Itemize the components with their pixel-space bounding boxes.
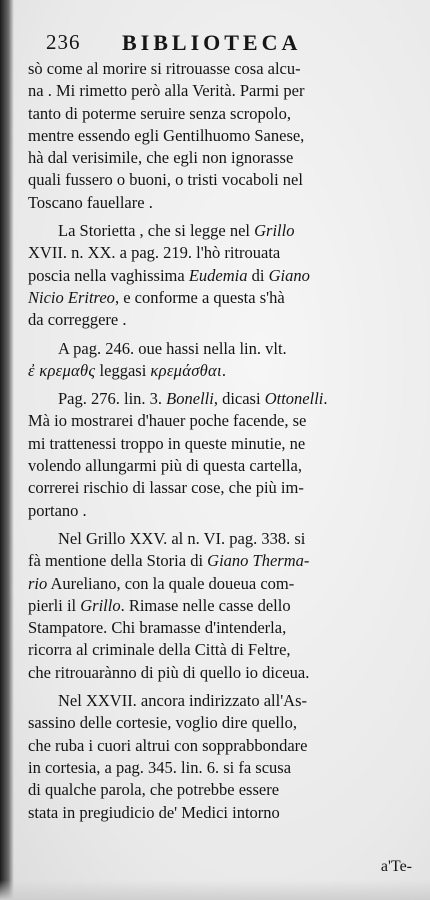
text-line: Nel XXVII. ancora indirizzato all'As- bbox=[58, 691, 307, 711]
body-text bbox=[24, 58, 416, 824]
text-segment: poscia nella vaghissima bbox=[28, 265, 189, 285]
greek-text: κρεμάσθαι bbox=[150, 360, 222, 380]
text-segment: Aureliano, con la quale doueua com- bbox=[47, 573, 295, 593]
italic-name: Bonelli bbox=[166, 389, 214, 409]
text-segment: . Rimase nelle casse dello bbox=[120, 595, 291, 615]
page-number: 236 bbox=[46, 30, 81, 54]
text-line: quali fussero o buoni, o tristi vocaboli nel bbox=[28, 170, 303, 190]
text-line: sassino delle cortesie, voglio dire quello, bbox=[28, 713, 297, 733]
text-segment: , dicasi bbox=[213, 389, 265, 409]
paragraph-3 bbox=[24, 338, 416, 383]
text-line bbox=[24, 265, 416, 287]
text-line: Stampatore. Chi bramasse d'intenderla, bbox=[28, 618, 287, 638]
text-segment: leggasi bbox=[95, 360, 151, 380]
text-line bbox=[24, 220, 416, 242]
text-line: che ritrouarànno di più di quello io diceua. bbox=[28, 662, 310, 682]
binding-shadow bbox=[0, 0, 14, 900]
text-line: Nel Grillo XXV. al n. VI. pag. 338. si bbox=[58, 528, 306, 548]
text-line: Mà io mostrarei d'hauer poche facende, se bbox=[28, 411, 307, 431]
italic-title: Eudemia bbox=[188, 265, 248, 285]
italic-name: Giano bbox=[268, 265, 310, 285]
catchword: a'Te- bbox=[380, 858, 412, 875]
italic-name: rio bbox=[28, 573, 48, 593]
text-segment: . bbox=[323, 389, 328, 409]
text-line: hà dal verisimile, che egli non ignorasse bbox=[28, 148, 294, 168]
text-line: da correggere . bbox=[28, 310, 127, 330]
text-line: mi trattenessi troppo in queste minutie, ne bbox=[28, 433, 306, 453]
text-line: stata in pregiudicio de' Medici intorno bbox=[28, 802, 280, 822]
text-line bbox=[24, 573, 416, 595]
text-line bbox=[24, 388, 416, 410]
text-line: Toscano fauellare . bbox=[28, 192, 153, 212]
text-line: A pag. 246. oue hassi nella lin. vlt. bbox=[58, 338, 287, 358]
text-segment: pierli il bbox=[28, 595, 81, 615]
italic-title: Grillo bbox=[254, 221, 295, 241]
text-line: tanto di poterme seruire senza scropolo, bbox=[28, 103, 291, 123]
text-line bbox=[24, 595, 416, 617]
text-line: sò come al morire si ritrouasse cosa alcu- bbox=[28, 59, 301, 78]
italic-name: Ottonelli bbox=[264, 389, 324, 409]
text-line bbox=[24, 287, 416, 309]
text-line bbox=[24, 360, 416, 382]
text-line: correrei rischio di lassar cose, che più im- bbox=[28, 478, 304, 498]
text-line: mentre essendo egli Gentilhuomo Sanese, bbox=[28, 125, 305, 145]
paragraph-1 bbox=[24, 58, 416, 214]
text-line: portano . bbox=[28, 500, 87, 520]
text-segment: di bbox=[247, 265, 269, 285]
text-segment: , e conforme a questa s'hà bbox=[114, 287, 285, 307]
text-segment: fà mentione della Storia di bbox=[28, 551, 208, 571]
paragraph-5 bbox=[24, 528, 416, 684]
text-line: in cortesia, a pag. 345. lin. 6. si fa scusa bbox=[28, 757, 292, 777]
paragraph-6 bbox=[24, 690, 416, 824]
italic-name: Giano Therma- bbox=[207, 551, 310, 571]
text-segment: . bbox=[221, 360, 227, 380]
paragraph-4 bbox=[24, 388, 416, 522]
text-line: XVII. n. XX. a pag. 219. l'hò ritrouata bbox=[28, 243, 281, 263]
text-line: volendo allungarmi più di questa cartella, bbox=[28, 456, 302, 476]
running-head: BIBLIOTECA bbox=[122, 30, 302, 55]
text-line: che ruba i cuori altrui con sopprabbondare bbox=[28, 735, 308, 755]
text-line: di qualche parola, che potrebbe essere bbox=[28, 780, 280, 800]
text-line: ricorra al criminale della Città di Feltre, bbox=[28, 640, 291, 660]
text-line bbox=[24, 550, 416, 572]
text-line: na . Mi rimetto però alla Verità. Parmi per bbox=[28, 81, 305, 101]
page-header bbox=[46, 30, 416, 60]
italic-name: Nicio Eritreo bbox=[28, 287, 115, 307]
text-segment: La Storietta , che si legge nel bbox=[58, 221, 255, 241]
greek-text: ἐ κρεμαθς bbox=[28, 360, 96, 380]
paragraph-2 bbox=[24, 220, 416, 331]
italic-title: Grillo bbox=[80, 595, 121, 615]
page-bottom-edge bbox=[0, 880, 430, 900]
text-segment: Pag. 276. lin. 3. bbox=[58, 389, 167, 409]
